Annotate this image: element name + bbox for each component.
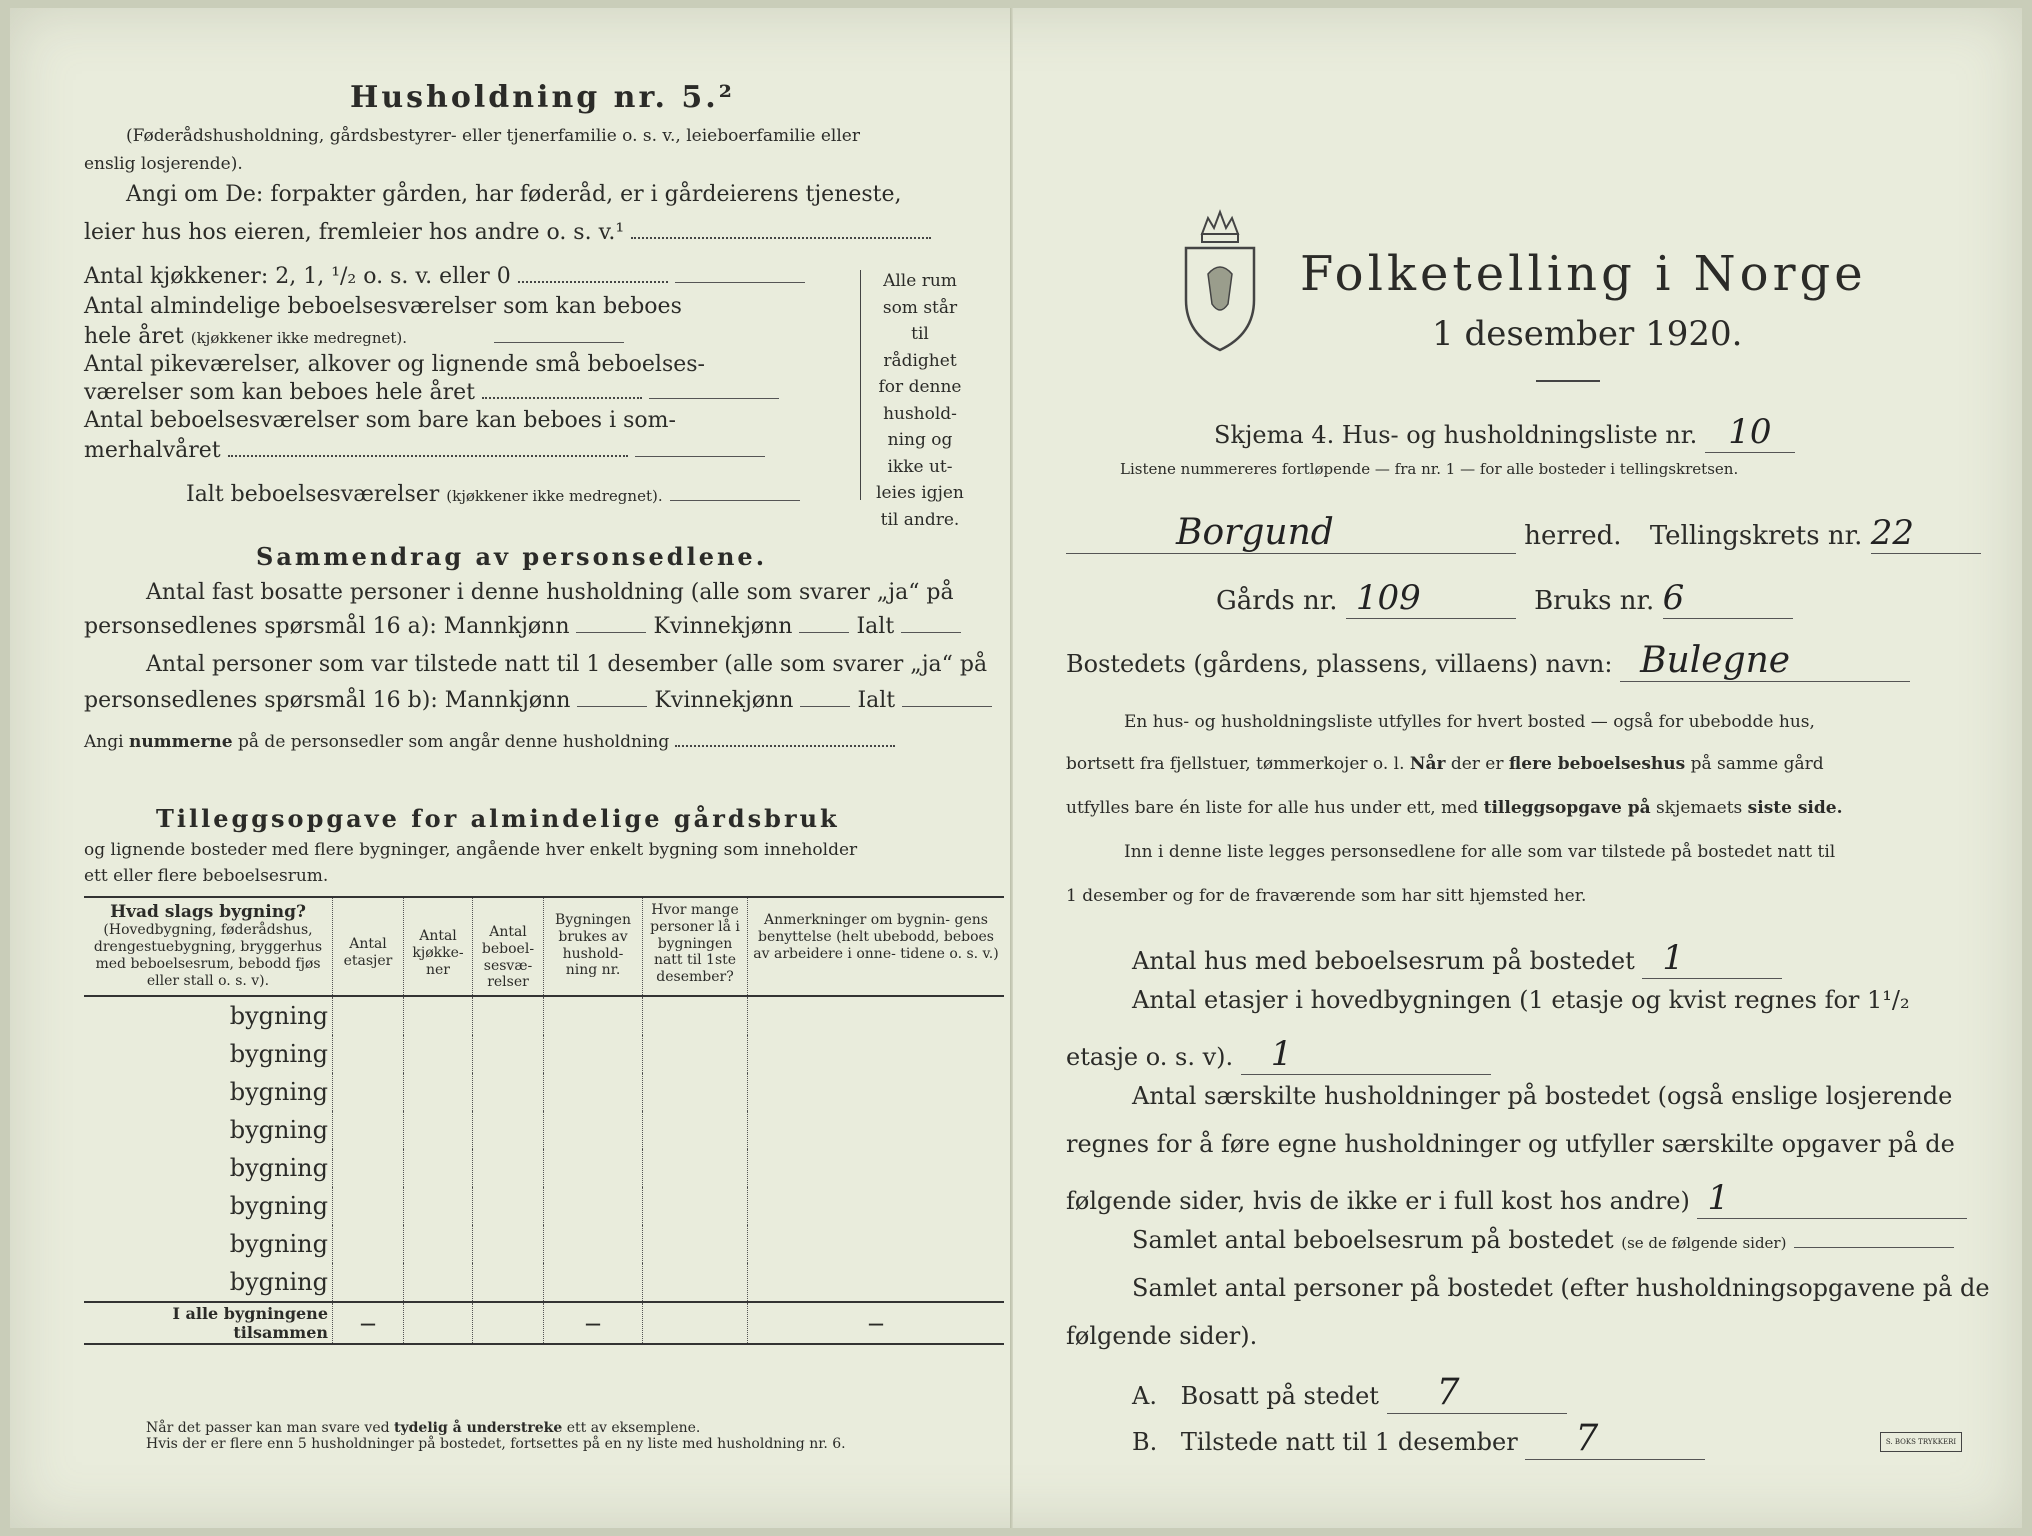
row-label[interactable]: bygning bbox=[229, 1116, 328, 1145]
col-building-type bbox=[84, 897, 333, 996]
col-kitchens: Antal kjøkke- ner bbox=[404, 897, 473, 996]
angi-line-2: leier hus hos eieren, fremleier hos andre o. s. v.¹ bbox=[84, 220, 625, 245]
brace-note-line: ikke ut- bbox=[887, 456, 953, 477]
resident-total-field[interactable] bbox=[901, 632, 961, 633]
cell[interactable] bbox=[544, 1187, 643, 1225]
sum-dash: — bbox=[748, 1302, 1005, 1344]
total-rooms-note: (se de følgende sider) bbox=[1621, 1234, 1787, 1252]
cell[interactable] bbox=[643, 996, 748, 1035]
cell[interactable] bbox=[404, 1111, 473, 1149]
row-label[interactable]: bygning bbox=[229, 1192, 328, 1221]
cell[interactable] bbox=[643, 1073, 748, 1111]
krets-field[interactable]: 22 bbox=[1871, 513, 1981, 554]
brace bbox=[860, 270, 861, 500]
q-rooms-a: Antal almindelige beboelsesværelser som kan beboes bbox=[84, 294, 682, 319]
present-total-label: Ialt bbox=[857, 688, 896, 713]
instr-2-bold-1: Når bbox=[1409, 754, 1446, 774]
cell[interactable] bbox=[643, 1035, 748, 1073]
cell[interactable] bbox=[748, 996, 1005, 1035]
cell[interactable] bbox=[643, 1263, 748, 1302]
q-rooms-note: (kjøkkener ikke medregnet). bbox=[190, 329, 408, 347]
row-label[interactable]: bygning bbox=[229, 1230, 328, 1259]
cell[interactable] bbox=[544, 1111, 643, 1149]
floors-field[interactable]: 1 bbox=[1241, 1034, 1491, 1075]
instr-2-pre: bortsett fra fjellstuer, tømmerkojer o. l. bbox=[1066, 754, 1410, 774]
brace-note-line: leies igjen bbox=[876, 483, 964, 503]
b-label: B. bbox=[1132, 1428, 1158, 1456]
total-rooms-label: Samlet antal beboelsesrum på bostedet bbox=[1132, 1226, 1614, 1254]
cell[interactable] bbox=[473, 1149, 544, 1187]
footnote-1-pre: Når det passer kan man svare ved bbox=[146, 1420, 395, 1436]
cell[interactable] bbox=[404, 1263, 473, 1302]
intro-line-2: enslig losjerende). bbox=[84, 154, 243, 174]
total-rooms-field[interactable] bbox=[1794, 1247, 1954, 1248]
cell[interactable] bbox=[544, 1225, 643, 1263]
sum-line-1: Antal fast bosatte personer i denne husholdning (alle som svarer „ja“ på bbox=[146, 580, 954, 605]
cell[interactable] bbox=[473, 1302, 544, 1344]
present-female-label: Kvinnekjønn bbox=[654, 688, 794, 713]
cell[interactable] bbox=[473, 996, 544, 1035]
row-label[interactable]: bygning bbox=[229, 1078, 328, 1107]
houses-label: Antal hus med beboelsesrum på bostedet bbox=[1132, 947, 1635, 975]
sum-dash: — bbox=[544, 1302, 643, 1344]
instr-line-4: Inn i denne liste legges personsedlene for alle som var tilstede på bostedet natt til bbox=[1124, 842, 1836, 862]
cell[interactable] bbox=[643, 1302, 748, 1344]
q-small-rooms-b: værelser som kan beboes hele året bbox=[84, 380, 475, 405]
cell[interactable] bbox=[643, 1149, 748, 1187]
gards-label: Gårds nr. bbox=[1216, 586, 1338, 616]
brace-note-line: til andre. bbox=[880, 509, 960, 530]
resident-total-label: Ialt bbox=[856, 614, 895, 639]
col-household: Bygningen brukes av hushold- ning nr. bbox=[544, 897, 643, 996]
table-row bbox=[84, 1073, 1004, 1111]
cell[interactable] bbox=[404, 996, 473, 1035]
person-numbers-field[interactable] bbox=[675, 745, 895, 747]
table-header bbox=[84, 897, 1004, 996]
instr-2-post: på samme gård bbox=[1685, 754, 1824, 774]
row-label[interactable]: bygning bbox=[229, 1002, 328, 1031]
right-page bbox=[1050, 8, 2000, 1528]
footnote-1-post: ett av eksemplene. bbox=[562, 1420, 701, 1436]
cell[interactable] bbox=[333, 1111, 404, 1149]
floors-line-2: etasje o. s. v). bbox=[1066, 1043, 1234, 1071]
sum-label: I alle bygningene tilsammen bbox=[84, 1302, 333, 1344]
present-male-field[interactable] bbox=[577, 706, 647, 707]
table-row bbox=[84, 1187, 1004, 1225]
present-female-field[interactable] bbox=[800, 706, 850, 707]
q-rooms-b: hele året bbox=[84, 324, 184, 349]
total-persons-line-2: følgende sider). bbox=[1066, 1322, 1258, 1350]
present-count-field[interactable]: 7 bbox=[1525, 1418, 1705, 1460]
cell[interactable] bbox=[404, 1225, 473, 1263]
instr-3-bold-2: siste side. bbox=[1747, 798, 1843, 818]
households-line-3: følgende sider, hvis de ikke er i full kost hos andre) bbox=[1066, 1187, 1690, 1215]
q-summer-rooms-b: merhalvåret bbox=[84, 438, 221, 463]
cell[interactable] bbox=[473, 1073, 544, 1111]
tillegg-line-2: ett eller flere beboelsesrum. bbox=[84, 866, 329, 886]
table-row bbox=[84, 1149, 1004, 1187]
cell[interactable] bbox=[473, 1111, 544, 1149]
household-heading: Husholdning nr. 5.² bbox=[350, 80, 735, 115]
krets-label: Tellingskrets nr. bbox=[1649, 521, 1863, 551]
bosted-field[interactable]: Bulegne bbox=[1620, 640, 1910, 682]
cell[interactable] bbox=[404, 1073, 473, 1111]
q-kitchens-leader bbox=[518, 281, 668, 283]
a-label: A. bbox=[1132, 1382, 1157, 1410]
rooms-field[interactable] bbox=[494, 342, 624, 343]
cell[interactable] bbox=[544, 996, 643, 1035]
small-rooms-field[interactable] bbox=[649, 398, 779, 399]
sum-dash: — bbox=[333, 1302, 404, 1344]
herred-label: herred. bbox=[1524, 521, 1622, 551]
cell[interactable] bbox=[333, 1073, 404, 1111]
bruks-label: Bruks nr. bbox=[1534, 586, 1655, 616]
brace-note-line: for denne bbox=[878, 377, 962, 397]
a-text: Bosatt på stedet bbox=[1180, 1382, 1379, 1410]
instr-line-1: En hus- og husholdningsliste utfylles for hvert bosted — også for ubebodde hus, bbox=[1124, 712, 1815, 732]
table-row bbox=[84, 996, 1004, 1035]
cell[interactable] bbox=[333, 1149, 404, 1187]
cell[interactable] bbox=[544, 1263, 643, 1302]
table-row bbox=[84, 1111, 1004, 1149]
intro-line-1: (Føderådshusholdning, gårdsbestyrer- eller tjenerfamilie o. s. v., leieboerfamilie eller bbox=[126, 126, 860, 146]
q-total-rooms-note: (kjøkkener ikke medregnet). bbox=[446, 487, 663, 505]
brace-note-line: som står til bbox=[882, 297, 958, 344]
col-floors: Antal etasjer bbox=[333, 897, 404, 996]
bruks-field[interactable]: 6 bbox=[1663, 578, 1793, 619]
instr-3-mid: skjemaets bbox=[1650, 798, 1748, 818]
footnote-2: Hvis der er flere enn 5 husholdninger på bostedet, fortsettes på en ny liste med husholdning nr. 6. bbox=[146, 1436, 846, 1452]
cell[interactable] bbox=[333, 1225, 404, 1263]
table-row bbox=[84, 1035, 1004, 1073]
cell[interactable] bbox=[333, 996, 404, 1035]
total-persons-line-1: Samlet antal personer på bostedet (efter husholdningsopgavene på de bbox=[1132, 1274, 1990, 1302]
tillegg-line-1: og lignende bosteder med flere bygninger, angående hver enkelt bygning som inneholder bbox=[84, 840, 858, 860]
instr-2-mid: der er bbox=[1445, 754, 1509, 774]
footnote-1-bold: tydelig å understreke bbox=[394, 1420, 563, 1436]
cell[interactable] bbox=[473, 1035, 544, 1073]
cell[interactable] bbox=[333, 1263, 404, 1302]
instr-3-bold-1: tilleggsopgave på bbox=[1483, 798, 1651, 818]
col-remarks: Anmerkninger om bygnin- gens benyttelse (helt ubebodd, beboes av arbeidere i onne- tidene o. s. v.) bbox=[748, 897, 1005, 996]
angi-answer-field[interactable] bbox=[631, 237, 931, 239]
cell[interactable] bbox=[544, 1073, 643, 1111]
cell[interactable] bbox=[748, 1263, 1005, 1302]
cell[interactable] bbox=[748, 1111, 1005, 1149]
households-line-2: regnes for å føre egne husholdninger og utfyller særskilte opgaver på de bbox=[1066, 1130, 1955, 1158]
angi-nr-bold: nummerne bbox=[128, 732, 233, 752]
cell[interactable] bbox=[748, 1035, 1005, 1073]
cell[interactable] bbox=[404, 1149, 473, 1187]
resident-male-field[interactable] bbox=[576, 632, 646, 633]
table-row bbox=[84, 1263, 1004, 1302]
coat-of-arms-icon bbox=[1180, 204, 1260, 354]
resident-count-field[interactable]: 7 bbox=[1387, 1372, 1567, 1414]
col-building-sub: (Hovedbygning, føderådshus, drengestuebygning, bryggerhus med beboelsesrum, bebodd fjøs eller stall o. s. v). bbox=[93, 922, 323, 989]
cell[interactable] bbox=[404, 1187, 473, 1225]
present-total-field[interactable] bbox=[902, 706, 992, 707]
cell[interactable] bbox=[748, 1149, 1005, 1187]
list-number-field[interactable]: 10 bbox=[1705, 412, 1795, 453]
cell[interactable] bbox=[473, 1225, 544, 1263]
cell[interactable] bbox=[748, 1187, 1005, 1225]
households-line-1: Antal særskilte husholdninger på bostedet (også enslige losjerende bbox=[1132, 1082, 1953, 1110]
brace-note bbox=[875, 268, 965, 533]
col-rooms: Antal beboel- sesvæ- relser bbox=[473, 897, 544, 996]
col-building-title: Hvad slags bygning? bbox=[110, 902, 306, 922]
row-label[interactable]: bygning bbox=[229, 1040, 328, 1069]
q-summer-rooms-leader bbox=[228, 455, 628, 457]
q-summer-rooms-a: Antal beboelsesværelser som bare kan beboes i som- bbox=[84, 408, 676, 433]
brace-note-line: ning og bbox=[887, 430, 953, 450]
cell[interactable] bbox=[643, 1111, 748, 1149]
sum-line-3: Antal personer som var tilstede natt til 1 desember (alle som svarer „ja“ på bbox=[146, 652, 988, 677]
building-table bbox=[84, 896, 1004, 1345]
angi-line-1: Angi om De: forpakter gården, har føderåd, er i gårdeierens tjeneste, bbox=[126, 182, 902, 207]
cell[interactable] bbox=[333, 1187, 404, 1225]
sum-line-2: personsedlenes spørsmål 16 a): Mannkjønn bbox=[84, 614, 570, 639]
instr-line-5: 1 desember og for de fraværende som har sitt hjemsted her. bbox=[1066, 886, 1587, 906]
cell[interactable] bbox=[643, 1225, 748, 1263]
numbering-note: Listene nummereres fortløpende — fra nr. 1 — for alle bosteder i tellingskretsen. bbox=[1120, 460, 1739, 478]
instr-3-pre: utfylles bare én liste for alle hus under ett, med bbox=[1066, 798, 1484, 818]
q-kitchens: Antal kjøkkener: 2, 1, ¹/₂ o. s. v. eller 0 bbox=[84, 264, 511, 289]
gards-field[interactable]: 109 bbox=[1346, 578, 1516, 619]
angi-nr-post: på de personsedler som angår denne husholdning bbox=[232, 732, 670, 752]
cell[interactable] bbox=[643, 1187, 748, 1225]
title-rule bbox=[1536, 380, 1600, 382]
form-title: Folketelling i Norge bbox=[1300, 246, 1867, 302]
summer-rooms-field[interactable] bbox=[635, 456, 765, 457]
brace-note-line: rådighet bbox=[883, 350, 957, 371]
cell[interactable] bbox=[404, 1302, 473, 1344]
resident-female-field[interactable] bbox=[799, 632, 849, 633]
form-date: 1 desember 1920. bbox=[1432, 314, 1743, 354]
houses-field[interactable]: 1 bbox=[1642, 938, 1782, 979]
bosted-label: Bostedets (gårdens, plassens, villaens) navn: bbox=[1066, 650, 1613, 678]
q-small-rooms-a: Antal pikeværelser, alkover og lignende små beboelses- bbox=[84, 352, 705, 377]
cell[interactable] bbox=[748, 1225, 1005, 1263]
row-label[interactable]: bygning bbox=[229, 1268, 328, 1297]
b-text: Tilstede natt til 1 desember bbox=[1180, 1428, 1518, 1456]
angi-nr-pre: Angi bbox=[84, 732, 129, 752]
brace-note-line: Alle rum bbox=[883, 271, 957, 291]
sum-line-4: personsedlenes spørsmål 16 b): Mannkjønn bbox=[84, 688, 571, 713]
kitchens-field[interactable] bbox=[675, 282, 805, 283]
cell[interactable] bbox=[473, 1263, 544, 1302]
row-label[interactable]: bygning bbox=[229, 1154, 328, 1183]
instr-2-bold-2: flere beboelseshus bbox=[1508, 754, 1686, 774]
floors-line-1: Antal etasjer i hovedbygningen (1 etasje og kvist regnes for 1¹/₂ bbox=[1132, 986, 1910, 1014]
left-page bbox=[60, 8, 999, 1528]
cell[interactable] bbox=[404, 1035, 473, 1073]
households-field[interactable]: 1 bbox=[1697, 1178, 1967, 1219]
total-rooms-field[interactable] bbox=[670, 500, 800, 501]
table-row bbox=[84, 1225, 1004, 1263]
tillegg-heading: Tilleggsopgave for almindelige gårdsbruk bbox=[156, 804, 840, 833]
sammendrag-heading: Sammendrag av personsedlene. bbox=[256, 542, 768, 571]
cell[interactable] bbox=[544, 1035, 643, 1073]
brace-note-line: hushold- bbox=[883, 403, 957, 424]
resident-female-label: Kvinnekjønn bbox=[653, 614, 793, 639]
cell[interactable] bbox=[544, 1149, 643, 1187]
q-total-rooms: Ialt beboelsesværelser bbox=[186, 482, 440, 507]
page-fold bbox=[1010, 8, 1013, 1528]
herred-field[interactable]: Borgund bbox=[1066, 512, 1516, 554]
cell[interactable] bbox=[748, 1073, 1005, 1111]
col-persons: Hvor mange personer lå i bygningen natt til 1ste desember? bbox=[643, 897, 748, 996]
cell[interactable] bbox=[333, 1035, 404, 1073]
table-sum-row bbox=[84, 1302, 1004, 1344]
skjema-label: Skjema 4. Hus- og husholdningsliste nr. bbox=[1214, 421, 1698, 449]
printer-stamp: S. BOKS TRYKKERI bbox=[1880, 1432, 1962, 1452]
q-small-rooms-leader bbox=[482, 397, 642, 399]
cell[interactable] bbox=[473, 1187, 544, 1225]
